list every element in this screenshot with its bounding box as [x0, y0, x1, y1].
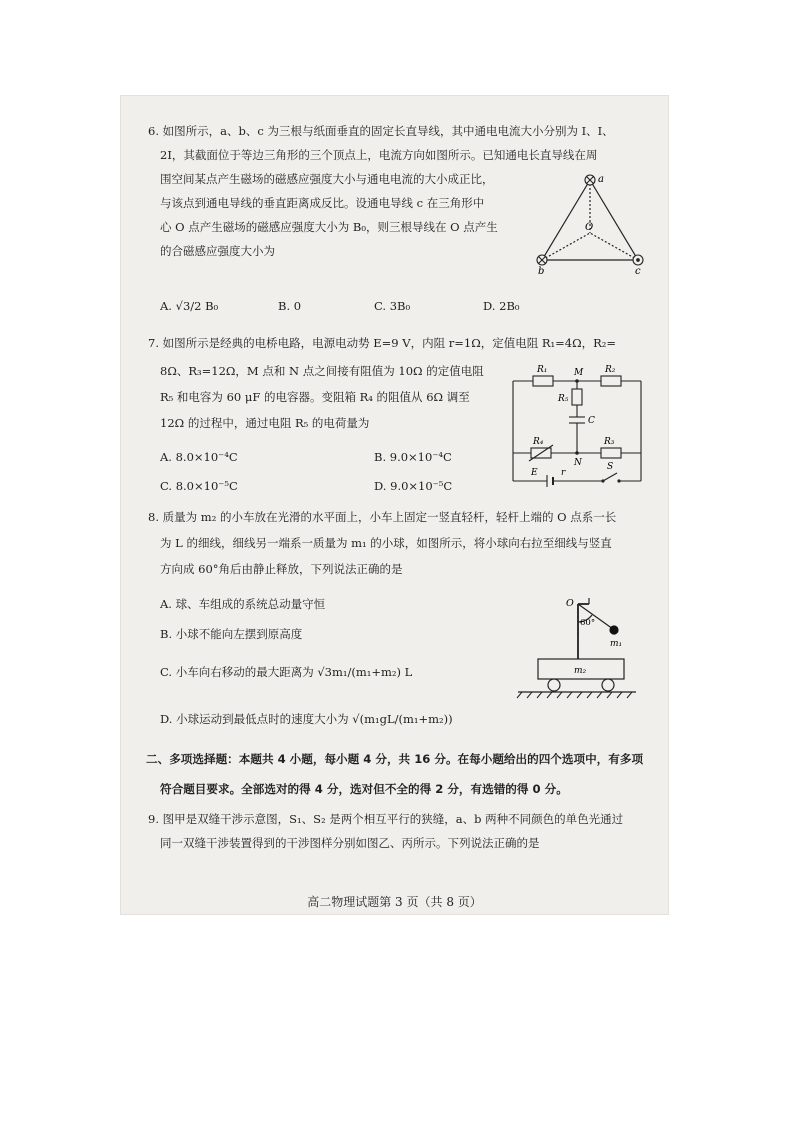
- wire-c-out-of-page-icon: [633, 255, 643, 265]
- question-text-line: 12Ω 的过程中，通过电阻 R₅ 的电荷量为: [160, 416, 370, 430]
- label-r1: R₁: [537, 365, 548, 375]
- resistor-r3: [601, 448, 621, 458]
- ground-hatching: [517, 692, 632, 698]
- label-angle: 60°: [580, 618, 596, 628]
- option-b[interactable]: B. 9.0×10⁻⁴C: [374, 450, 452, 464]
- question-text-line: 为 L 的细线，细线另一端系一质量为 m₁ 的小球，如图所示，将小球向右拉至细线与竖直: [160, 536, 612, 550]
- cart-pendulum-figure: [516, 596, 638, 704]
- wire-b-into-page-icon: [537, 255, 547, 265]
- label-r4: R₄: [533, 437, 544, 447]
- wheel-right: [602, 679, 614, 691]
- section-instruction-line: 二、多项选择题：本题共 4 小题，每小题 4 分，共 16 分。在每小题给出的四个选项中，有多项: [146, 752, 644, 766]
- label-o: O: [585, 222, 594, 233]
- option-b[interactable]: B. 小球不能向左摆到原高度: [160, 627, 303, 641]
- label-c: C: [588, 416, 595, 426]
- label-b: b: [538, 266, 545, 276]
- question-text-line: 2I，其截面位于等边三角形的三个顶点上，电流方向如图所示。已知通电长直导线在周: [160, 148, 598, 162]
- label-m1: m₁: [610, 639, 623, 649]
- label-r5: R₅: [558, 394, 569, 404]
- ball-m1: [609, 625, 618, 634]
- option-c[interactable]: C. 小车向右移动的最大距离为 √3m₁/(m₁+m₂) L: [160, 665, 413, 679]
- resistors: [529, 376, 621, 461]
- label-o: O: [566, 598, 574, 609]
- option-c[interactable]: C. 3B₀: [374, 299, 411, 313]
- option-a[interactable]: A. 球、车组成的系统总动量守恒: [160, 597, 326, 611]
- question-text-line: 8Ω、R₃=12Ω，M 点和 N 点之间接有阻值为 10Ω 的定值电阻: [160, 364, 484, 378]
- option-b[interactable]: B. 0: [278, 299, 302, 313]
- bridge-circuit-figure: [503, 361, 651, 493]
- wire-a-into-page-icon: [585, 175, 595, 185]
- option-d[interactable]: D. 9.0×10⁻⁵C: [374, 479, 453, 493]
- question-text-line: 心 O 点产生磁场的磁感应强度大小为 B₀，则三根导线在 O 点产生: [160, 220, 498, 234]
- question-text-line: R₅ 和电容为 60 μF 的电容器。变阻箱 R₄ 的阻值从 6Ω 调至: [160, 390, 470, 404]
- resistor-r1: [533, 376, 553, 386]
- label-r: r: [561, 468, 566, 478]
- question-text-line: 方向成 60°角后由静止释放，下列说法正确的是: [160, 562, 403, 576]
- option-a[interactable]: A. 8.0×10⁻⁴C: [160, 450, 238, 464]
- option-d[interactable]: D. 2B₀: [483, 299, 520, 313]
- question-text-line: 9. 图甲是双缝干涉示意图，S₁、S₂ 是两个相互平行的狭缝，a、b 两种不同颜色的单色光通过: [148, 812, 624, 826]
- page-footer: 高二物理试题第 3 页（共 8 页）: [307, 895, 482, 909]
- label-a: a: [598, 174, 604, 185]
- option-d[interactable]: D. 小球运动到最低点时的速度大小为 √(m₁gL/(m₁+m₂)): [160, 712, 453, 726]
- label-m: M: [574, 368, 584, 378]
- label-r3: R₃: [604, 437, 615, 447]
- wheel-left: [548, 679, 560, 691]
- label-n: N: [574, 458, 582, 468]
- option-a[interactable]: A. √3/2 B₀: [160, 299, 219, 313]
- label-c: c: [635, 266, 641, 276]
- label-m2: m₂: [574, 666, 587, 676]
- question-text-line: 7. 如图所示是经典的电桥电路，电源电动势 E=9 V，内阻 r=1Ω，定值电阻 R₁=4Ω，R₂=: [148, 336, 617, 350]
- label-e: E: [531, 468, 538, 478]
- triangle-wires-figure: [529, 170, 651, 276]
- label-s: S: [607, 462, 614, 472]
- section-instruction-line: 符合题目要求。全部选对的得 4 分，选对但不全的得 2 分，有选错的得 0 分。: [160, 782, 568, 796]
- question-text-line: 同一双缝干涉装置得到的干涉图样分别如图乙、丙所示。下列说法正确的是: [160, 836, 540, 850]
- question-text-line: 与该点到通电导线的垂直距离成反比。设通电导线 c 在三角形中: [160, 196, 485, 210]
- question-text-line: 的合磁感应强度大小为: [160, 244, 275, 258]
- question-text-line: 围空间某点产生磁场的磁感应强度大小与通电电流的大小成正比，: [160, 172, 494, 186]
- question-text-line: 8. 质量为 m₂ 的小车放在光滑的水平面上，小车上固定一竖直轻杆，轻杆上端的 O 点系一长: [148, 510, 617, 524]
- triangle-outline: [542, 180, 638, 260]
- node-n: [575, 451, 579, 455]
- resistor-r2: [601, 376, 621, 386]
- question-text-line: 6. 如图所示，a、b、c 为三根与纸面垂直的固定长直导线，其中通电电流大小分别为 I、I、: [148, 124, 614, 138]
- option-c[interactable]: C. 8.0×10⁻⁵C: [160, 479, 238, 493]
- exam-page: [121, 96, 668, 914]
- node-m: [575, 379, 579, 383]
- label-r2: R₂: [605, 365, 616, 375]
- resistor-r5: [572, 389, 582, 405]
